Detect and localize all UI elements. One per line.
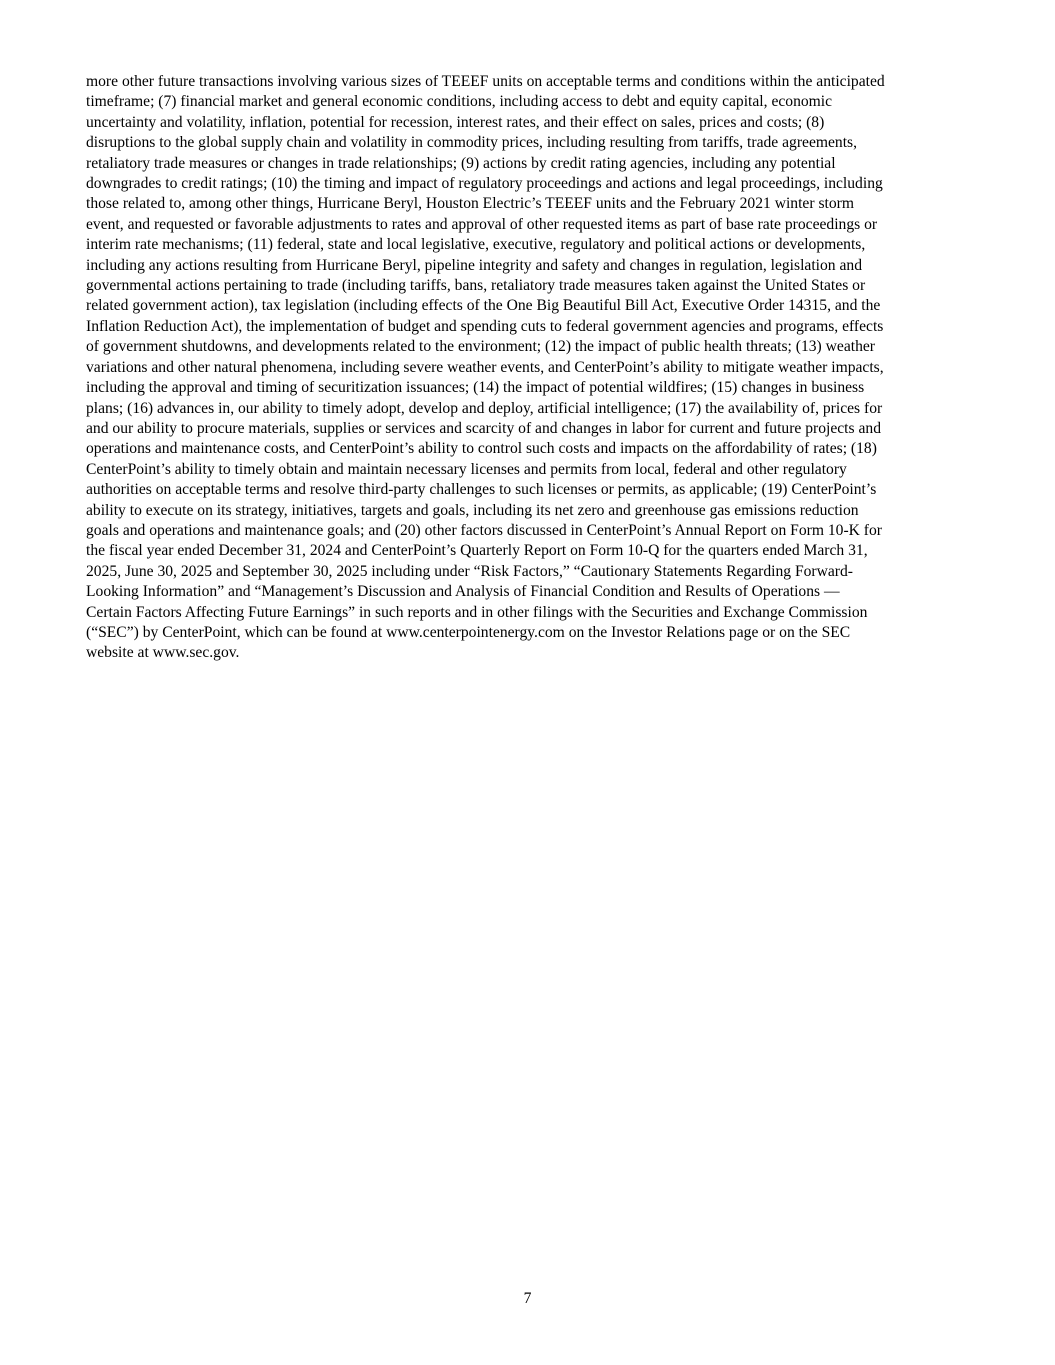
text-line: including any actions resulting from Hurricane Beryl, pipeline integrity and safety and changes in regulation, legislation and	[86, 256, 863, 274]
page-number: 7	[523, 1290, 532, 1307]
text-line: variations and other natural phenomena, including severe weather events, and CenterPoint’s ability to mitigate weather impacts,	[86, 358, 884, 376]
text-line: related government action), tax legislation (including effects of the One Big Beautiful Bill Act, Executive Order 14315, and the	[86, 297, 881, 315]
text-line: interim rate mechanisms; (11) federal, state and local legislative, executive, regulatory and political actions or developments,	[86, 236, 866, 254]
text-line: Certain Factors Affecting Future Earnings” in such reports and in other filings with the Securities and Exchange Commission	[86, 603, 868, 621]
text-line: of government shutdowns, and developments related to the environment; (12) the impact of public health threats; (13) weather	[86, 338, 875, 356]
text-line: (“SEC”) by CenterPoint, which can be found at www.centerpointenergy.com on the Investor Relations page or on the SEC	[86, 623, 851, 641]
text-line: CenterPoint’s ability to timely obtain and maintain necessary licenses and permits from local, federal and other regulatory	[86, 460, 847, 478]
text-line: more other future transactions involving various sizes of TEEEF units on acceptable terms and conditions within the anticipated	[86, 73, 885, 90]
text-line: plans; (16) advances in, our ability to timely adopt, develop and deploy, artificial intelligence; (17) the availability of, prices for	[86, 399, 883, 417]
text-line: the fiscal year ended December 31, 2024 and CenterPoint’s Quarterly Report on Form 10-Q for the quarters ended March 31,	[86, 542, 868, 560]
text-line: Inflation Reduction Act), the implementation of budget and spending cuts to federal government agencies and programs, effects	[86, 317, 884, 335]
text-line: goals and operations and maintenance goals; and (20) other factors discussed in CenterPoint’s Annual Report on Form 10-K for	[86, 521, 882, 539]
text-line: and our ability to procure materials, supplies or services and scarcity of and changes in labor for current and future projects and	[86, 419, 881, 437]
text-line: event, and requested or favorable adjustments to rates and approval of other requested items as part of base rate proceedings or	[86, 215, 878, 233]
body-text	[86, 72, 991, 664]
text-line: website at www.sec.gov.	[86, 644, 240, 662]
text-line: downgrades to credit ratings; (10) the timing and impact of regulatory proceedings and actions and legal proceedings, including	[86, 175, 883, 193]
text-line: Looking Information” and “Management’s Discussion and Analysis of Financial Condition and Results of Operations —	[86, 583, 840, 601]
text-line: including the approval and timing of securitization issuances; (14) the impact of potential wildfires; (15) changes in business	[86, 379, 865, 397]
text-line: those related to, among other things, Hurricane Beryl, Houston Electric’s TEEEF units and the February 2021 winter storm	[86, 195, 854, 213]
text-line: disruptions to the global supply chain and volatility in commodity prices, including resulting from tariffs, trade agreements,	[86, 134, 858, 152]
text-line: retaliatory trade measures or changes in trade relationships; (9) actions by credit rating agencies, including any potential	[86, 154, 836, 172]
text-line: uncertainty and volatility, inflation, potential for recession, interest rates, and their effect on sales, prices and costs; (8)	[86, 113, 825, 131]
text-line: governmental actions pertaining to trade (including tariffs, bans, retaliatory trade measures taken against the United States or	[86, 277, 866, 295]
text-line: ability to execute on its strategy, initiatives, targets and goals, including its net zero and greenhouse gas emissions reduction	[86, 501, 859, 519]
text-line: operations and maintenance costs, and CenterPoint’s ability to control such costs and impacts on the affordability of rates; (18)	[86, 440, 877, 458]
text-line: 2025, June 30, 2025 and September 30, 2025 including under “Risk Factors,” “Cautionary Statements Regarding Forward-	[86, 562, 853, 580]
text-line: timeframe; (7) financial market and general economic conditions, including access to debt and equity capital, economic	[86, 93, 833, 111]
text-line: authorities on acceptable terms and resolve third-party challenges to such licenses or permits, as applicable; (19) CenterPoint’s	[86, 481, 877, 499]
